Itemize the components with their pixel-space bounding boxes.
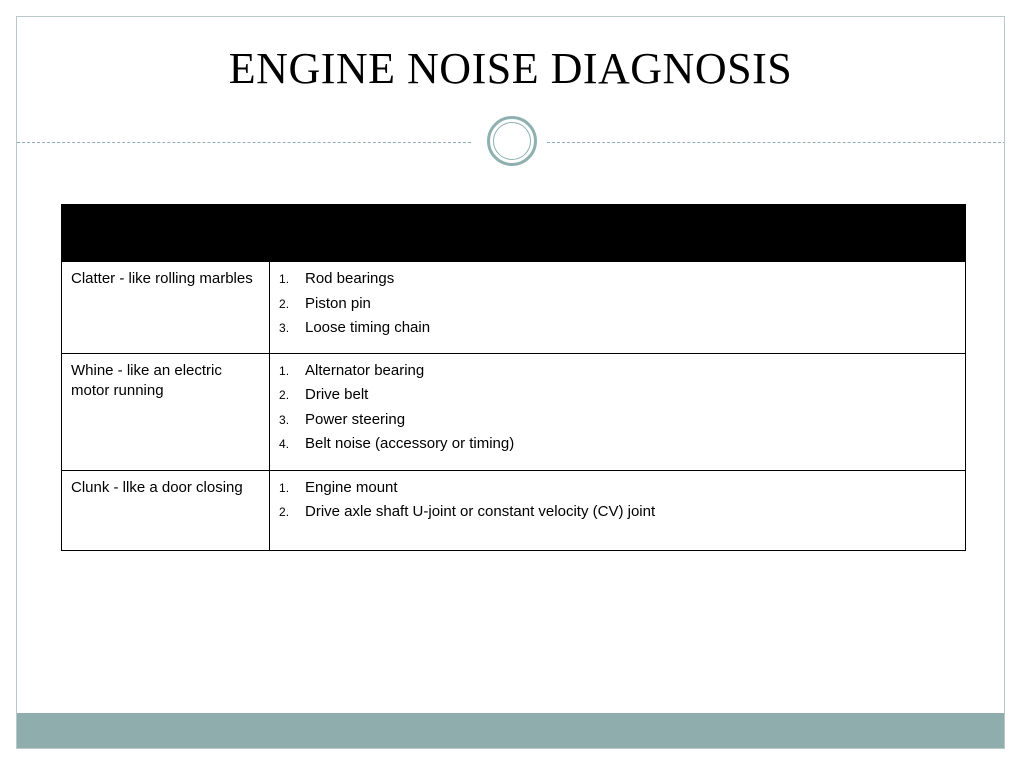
list-item: Engine mount (305, 478, 398, 496)
list-item: Piston pin (305, 294, 371, 312)
list-item: Drive belt (305, 386, 369, 403)
table-row (62, 353, 966, 470)
slide-title: ENGINE NOISE DIAGNOSIS (228, 44, 793, 93)
causes-cell (270, 470, 966, 550)
circle-ornament-icon (487, 116, 537, 166)
table-row (62, 470, 966, 550)
slide (16, 16, 1005, 749)
list-item: Belt noise (accessory or timing) (305, 435, 515, 452)
causes-cell (270, 262, 966, 354)
list-item: Power steering (305, 410, 406, 428)
title-divider-right (547, 142, 1005, 143)
symptom-cell: Whine - like an electric motor running (62, 353, 270, 470)
causes-list (279, 478, 956, 522)
list-item: Alternator bearing (305, 361, 425, 379)
symptom-cell: Clunk - llke a door closing (62, 470, 270, 550)
table-header-cell-symptom (62, 205, 270, 262)
noise-diagnosis-table (61, 204, 966, 551)
causes-cell (270, 353, 966, 470)
table-header-row (62, 205, 966, 262)
symptom-cell: Clatter - like rolling marbles (62, 262, 270, 354)
causes-list (279, 269, 956, 337)
list-item: Loose timing chain (305, 319, 431, 336)
title-divider-left (17, 142, 471, 143)
footer-accent-bar (17, 713, 1004, 748)
list-item: Rod bearings (305, 270, 395, 287)
list-item: Drive axle shaft U-joint or constant velocity (CV) joint (305, 503, 656, 520)
causes-list (279, 361, 956, 454)
table-row (62, 262, 966, 354)
table-header-cell-causes (270, 205, 966, 262)
